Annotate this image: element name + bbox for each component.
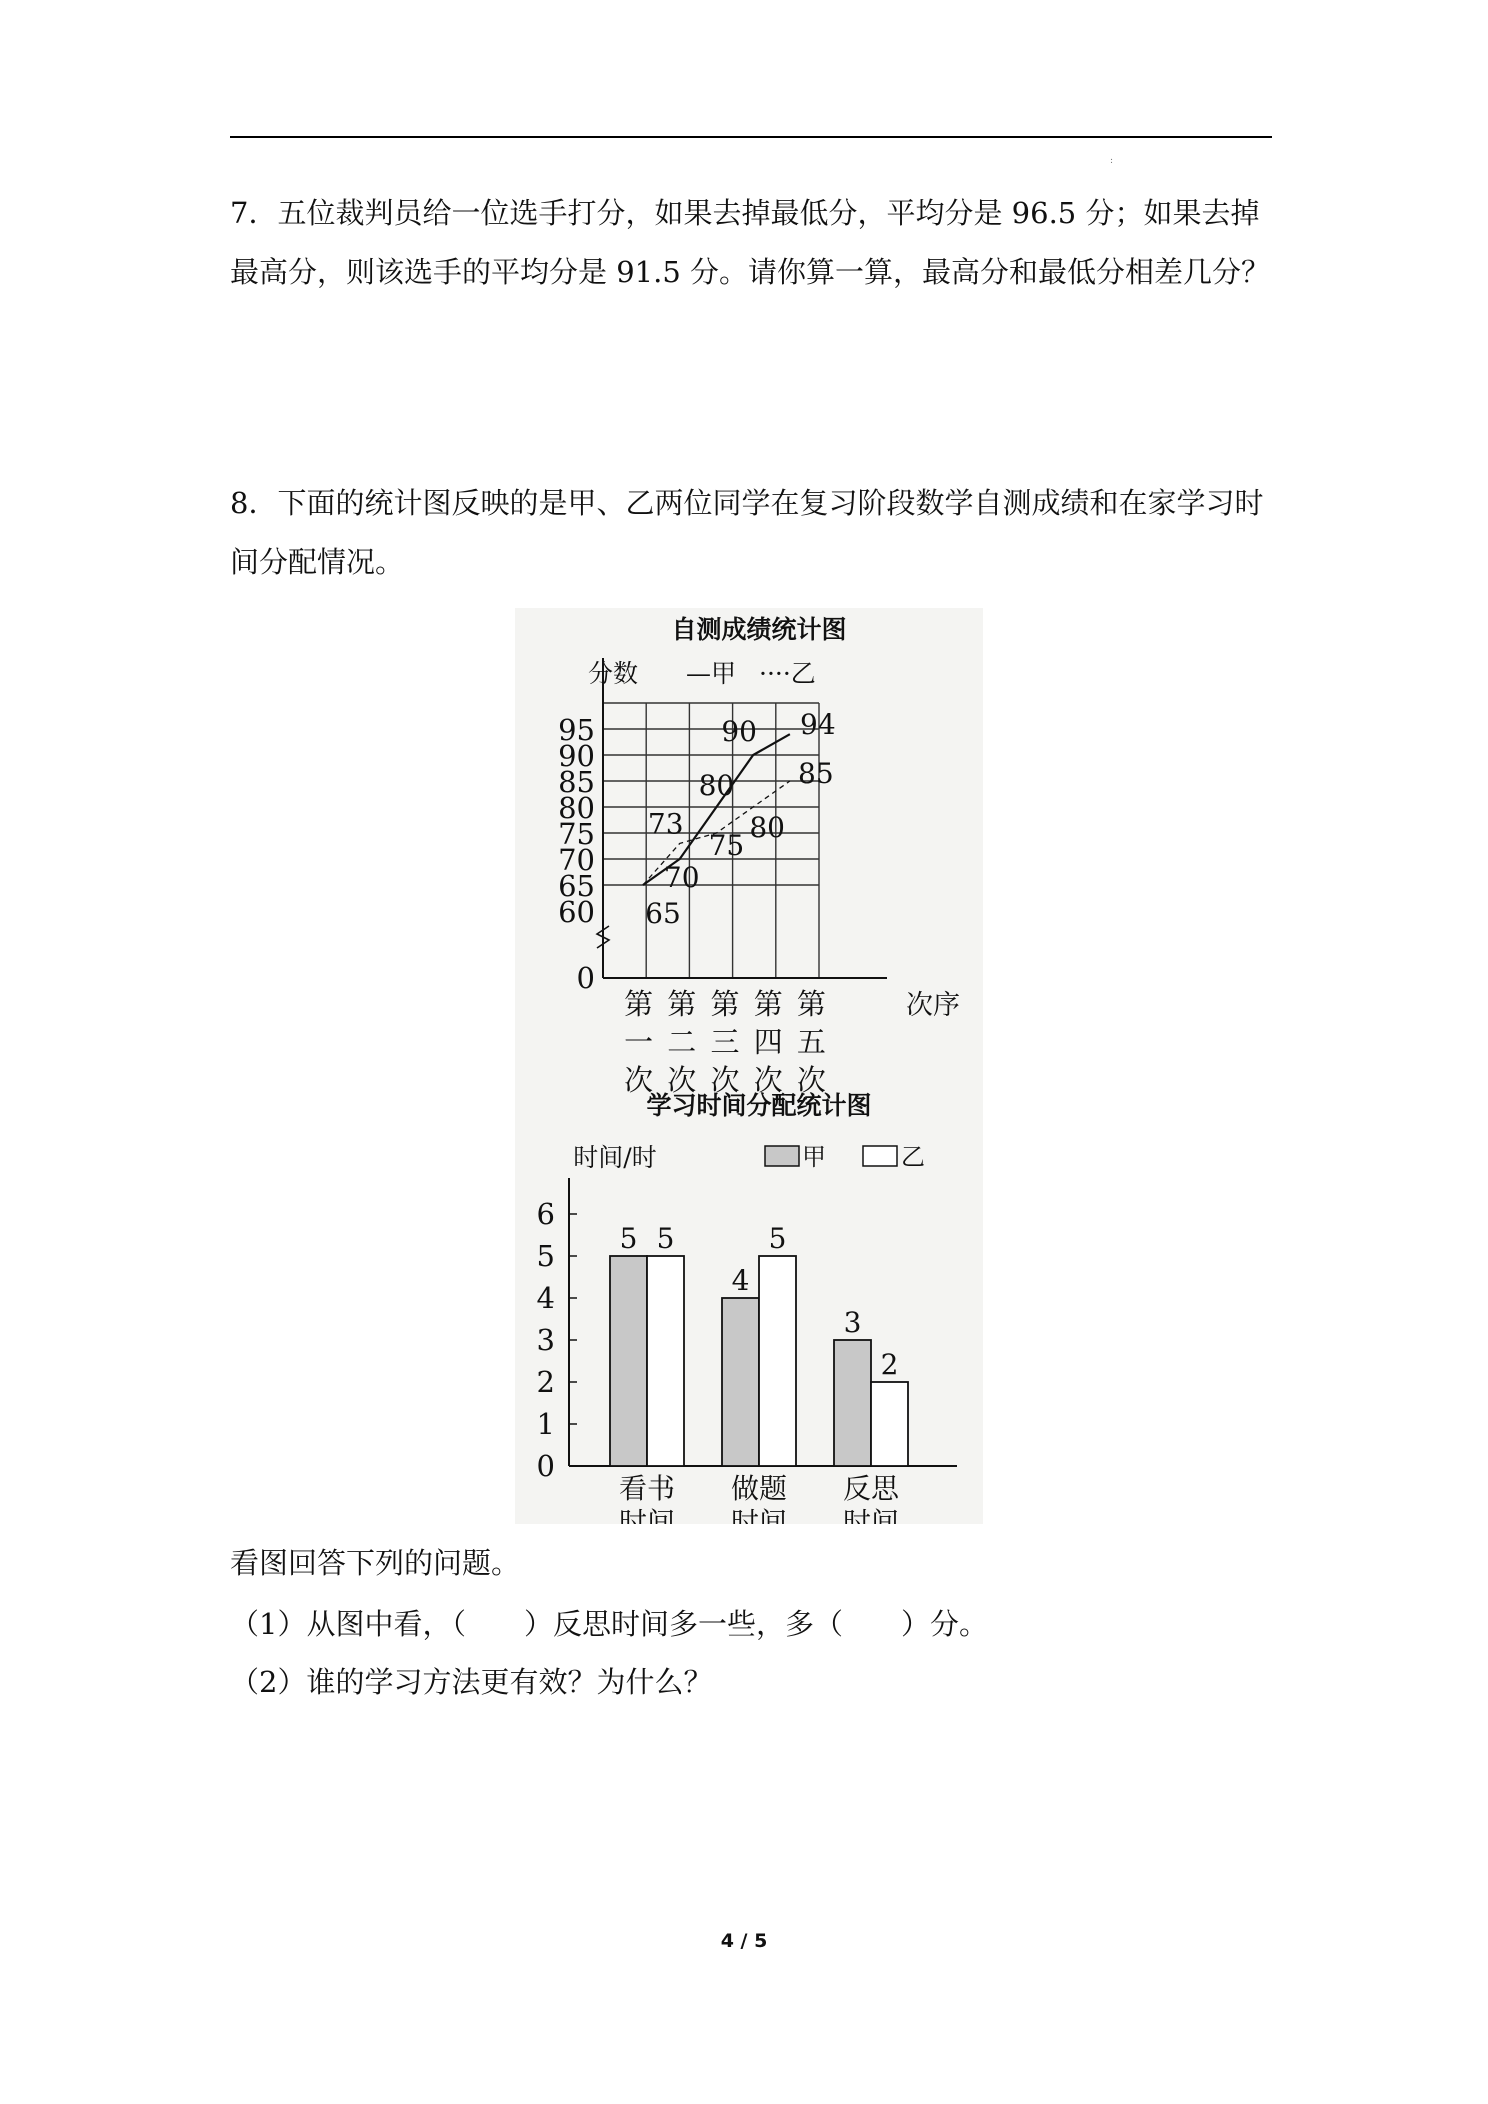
- line-x-tick: [754, 987, 783, 1097]
- question-8: 8．下面的统计图反映的是甲、乙两位同学在复习阶段数学自测成绩和在家学习时间分配情况。: [230, 486, 1264, 579]
- legend-yi-label: 乙: [901, 1143, 925, 1171]
- bar-x-tick-line: 看书: [618, 1472, 676, 1505]
- line-y-tick: 90: [558, 739, 595, 773]
- page-number: 4 / 5: [720, 1930, 768, 1952]
- line-x-tick-char: 第: [624, 987, 654, 1021]
- line-chart-ylabel: 分数: [587, 659, 639, 688]
- line-x-tick: [710, 987, 739, 1097]
- line-x-tick-char: 四: [753, 1025, 783, 1059]
- line-chart-x-ticks: [624, 987, 826, 1097]
- bar-chart-x-ticks: [619, 1472, 900, 1524]
- data-label-jia: 70: [663, 861, 700, 894]
- line-x-tick-char: 次: [710, 1063, 740, 1097]
- bar-x-tick-line: 做题: [730, 1472, 788, 1505]
- header-rule: [230, 136, 1272, 138]
- bar-jia: [834, 1340, 871, 1466]
- data-label-yi: 73: [647, 807, 684, 841]
- line-x-tick-char: 次: [624, 1063, 654, 1097]
- bar-label-jia: 5: [619, 1222, 638, 1255]
- legend-jia-label: 甲: [802, 1143, 826, 1171]
- bar-x-tick: [731, 1472, 787, 1524]
- line-x-tick-char: 次: [753, 1063, 783, 1097]
- bar-jia: [610, 1256, 647, 1466]
- bar-x-tick-line: 反思: [842, 1472, 900, 1505]
- line-y-tick: 80: [558, 791, 595, 825]
- legend-jia-line: —甲: [686, 659, 737, 688]
- bar-chart-ylabel: 时间/时: [573, 1143, 657, 1172]
- line-x-tick-char: 二: [667, 1025, 697, 1059]
- line-chart: [558, 615, 960, 1097]
- bar-y-tick: 6: [536, 1197, 555, 1231]
- bar-chart-title: 学习时间分配统计图: [646, 1091, 872, 1120]
- bar-label-jia: 4: [731, 1264, 750, 1297]
- bar-y-tick: 2: [536, 1365, 555, 1399]
- line-y-tick: 75: [558, 817, 595, 851]
- line-y-tick: 0: [576, 961, 595, 995]
- line-x-tick-char: 五: [796, 1025, 826, 1059]
- line-chart-title: 自测成绩统计图: [671, 615, 847, 644]
- bar-label-yi: 2: [880, 1348, 899, 1381]
- bar-chart-bars: [610, 1222, 908, 1466]
- line-x-tick-char: 一: [624, 1025, 654, 1059]
- header-mark: :: [1110, 156, 1114, 166]
- line-chart-y-ticks: [558, 713, 595, 995]
- legend-yi-swatch: [863, 1146, 897, 1166]
- bar-x-tick: [843, 1472, 900, 1524]
- bar-label-yi: 5: [768, 1222, 787, 1255]
- line-x-tick-char: 第: [753, 987, 783, 1021]
- bar-yi: [871, 1382, 908, 1466]
- legend-jia-swatch: [765, 1146, 799, 1166]
- figure-svg: [515, 608, 983, 1524]
- data-label-jia: 65: [645, 897, 681, 930]
- bar-x-tick-line: 时间: [618, 1506, 676, 1524]
- legend-yi-line: ····乙: [759, 659, 816, 688]
- bar-y-tick: 4: [536, 1281, 555, 1315]
- line-chart-series: [643, 708, 836, 930]
- bar-label-jia: 3: [843, 1306, 862, 1339]
- bar-x-tick-line: 时间: [730, 1506, 788, 1524]
- bar-y-tick: 0: [536, 1449, 555, 1483]
- line-x-tick-char: 第: [796, 987, 826, 1021]
- bar-x-tick-line: 时间: [842, 1506, 900, 1524]
- line-x-tick-char: 次: [796, 1063, 826, 1097]
- line-x-tick-char: 第: [710, 987, 740, 1021]
- data-label-yi: 75: [708, 829, 745, 862]
- line-x-tick: [667, 987, 696, 1097]
- line-chart-xlabel: 次序: [906, 990, 960, 1021]
- line-x-tick-char: 第: [667, 987, 697, 1021]
- statistics-figure: [515, 608, 983, 1524]
- bar-y-tick: 1: [536, 1407, 555, 1441]
- data-label-jia: 94: [800, 708, 836, 742]
- line-y-tick: 95: [558, 713, 595, 747]
- line-y-tick: 65: [558, 869, 595, 903]
- data-label-yi: 80: [749, 811, 785, 844]
- line-x-tick-char: 次: [667, 1063, 697, 1097]
- bar-x-tick: [619, 1472, 675, 1524]
- data-label-jia: 80: [698, 769, 735, 802]
- bar-y-tick: 3: [536, 1323, 555, 1357]
- data-label-jia: 90: [721, 715, 757, 748]
- line-x-tick: [797, 987, 826, 1097]
- line-x-tick: [624, 987, 653, 1097]
- bar-y-tick: 5: [536, 1239, 555, 1273]
- axis-break-mark: [597, 926, 609, 948]
- line-y-tick: 60: [558, 895, 595, 929]
- line-y-tick: 70: [558, 843, 595, 877]
- line-y-tick: 85: [558, 765, 595, 799]
- bar-yi: [759, 1256, 796, 1466]
- question-7: 7．五位裁判员给一位选手打分，如果去掉最低分，平均分是 96.5 分；如果去掉最高分，则该选手的平均分是 91.5 分。请你算一算，最高分和最低分相差几分？: [230, 196, 1271, 289]
- bar-label-yi: 5: [656, 1222, 675, 1255]
- question-8-sub-2: （2）谁的学习方法更有效？为什么？: [230, 1665, 713, 1699]
- bar-chart: [537, 1091, 957, 1524]
- data-label-yi: 85: [798, 757, 834, 790]
- question-8-prompt: 看图回答下列的问题。: [230, 1546, 521, 1580]
- line-x-tick-char: 三: [710, 1025, 740, 1059]
- bar-jia: [722, 1298, 759, 1466]
- bar-yi: [647, 1256, 684, 1466]
- bar-chart-y-ticks: [537, 1197, 577, 1483]
- question-8-sub-1: （1）从图中看，（ ）反思时间多一些，多（ ）分。: [230, 1607, 988, 1641]
- line-chart-grid: [597, 658, 887, 978]
